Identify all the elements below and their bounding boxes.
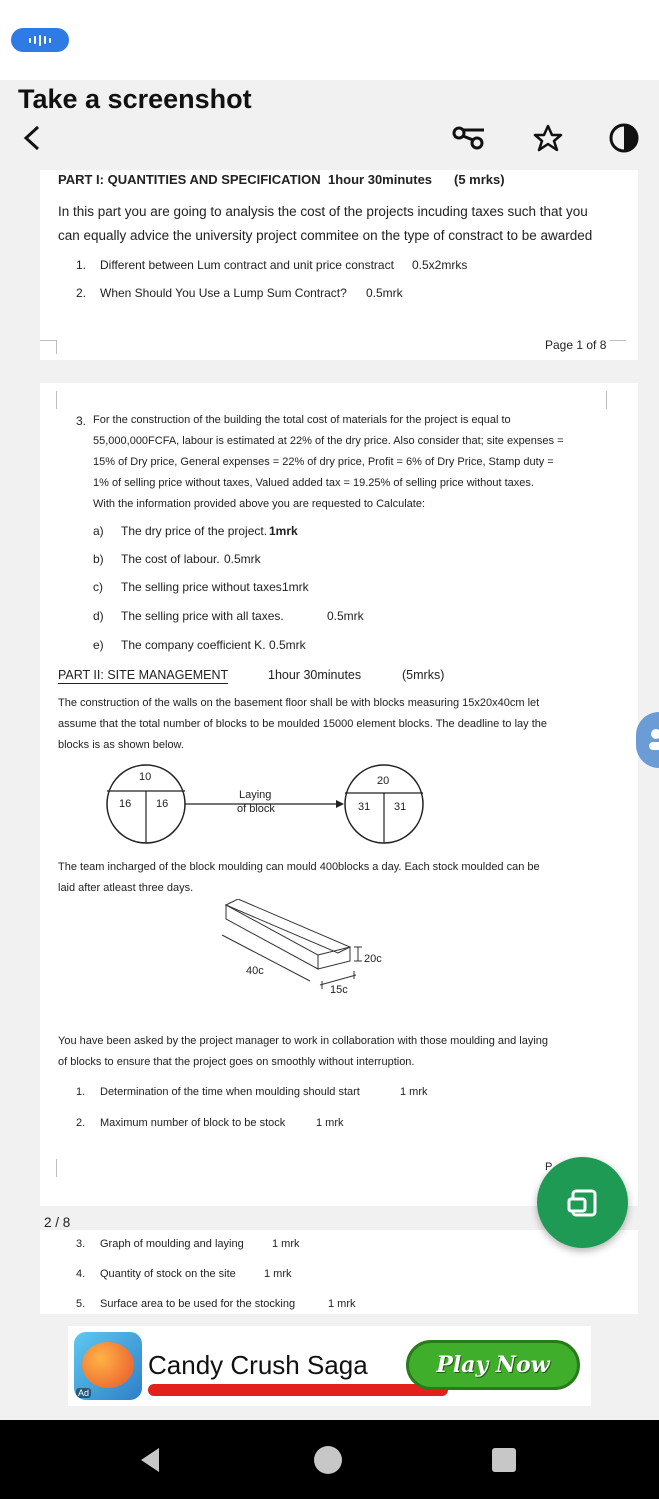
question-marks: 1 mrk — [328, 1298, 356, 1310]
block-length: 40c — [246, 965, 264, 977]
page-corner-mark — [56, 1159, 57, 1177]
problem-line: 15% of Dry price, General expenses = 22% of dry price, Profit = 6% of Dry Price, Stamp duty = — [93, 456, 554, 468]
part2-line: The construction of the walls on the basement floor shall be with blocks measuring 15x20x40cm let — [58, 697, 540, 709]
problem-line: For the construction of the building the total cost of materials for the project is equal to — [93, 414, 511, 426]
nav-home-icon[interactable] — [308, 1420, 348, 1499]
nav-back-icon[interactable] — [130, 1420, 170, 1499]
question-marks: 0.5mrk — [366, 286, 403, 300]
sub-text: The company coefficient K. — [121, 638, 266, 652]
star-icon[interactable] — [528, 118, 568, 158]
page-corner-mark — [56, 391, 57, 409]
activity-label: Laying — [239, 789, 272, 801]
status-bar — [0, 0, 659, 80]
question-text: Determination of the time when moulding should start — [100, 1086, 360, 1098]
sub-marks: 0.5mrk — [327, 609, 364, 623]
question-text: Quantity of stock on the site — [100, 1268, 236, 1280]
part2-heading: PART II: SITE MANAGEMENT — [58, 668, 229, 682]
node2-top: 20 — [377, 775, 390, 787]
question-number: 2. — [76, 1117, 86, 1129]
page-corner-mark — [610, 340, 626, 341]
question-number: 4. — [76, 1268, 86, 1280]
question-marks: 1 mrk — [264, 1268, 292, 1280]
screenshot-icon — [565, 1185, 601, 1221]
part2-line: blocks is as shown below. — [58, 739, 184, 751]
question-marks: 1 mrk — [316, 1117, 344, 1129]
part1-heading: PART I: QUANTITIES AND SPECIFICATION — [58, 172, 321, 187]
document-page-3 — [40, 1230, 638, 1314]
question-text: Surface area to be used for the stocking — [100, 1298, 296, 1310]
ad-banner[interactable] — [68, 1326, 591, 1406]
part2-duration: 1hour 30minutes — [268, 668, 362, 682]
system-navigation-bar — [0, 1420, 659, 1499]
question-number: 3. — [76, 414, 87, 428]
page-footer: Page 1 of 8 — [545, 338, 607, 352]
sub-label: c) — [93, 580, 103, 594]
node2-right: 31 — [394, 801, 407, 813]
question-number: 5. — [76, 1298, 86, 1310]
sub-label: b) — [93, 552, 104, 566]
sub-marks: 1mrk — [282, 580, 309, 594]
sub-text: The cost of labour. — [121, 552, 220, 566]
node1-left: 16 — [119, 798, 132, 810]
document-page-2 — [40, 383, 638, 1206]
sub-label: e) — [93, 638, 104, 652]
problem-line: With the information provided above you are requested to Calculate: — [93, 498, 426, 510]
activity-label: of block — [237, 803, 275, 815]
page-title: Take a screenshot — [18, 84, 252, 114]
sub-label: a) — [93, 524, 104, 538]
question-text: When Should You Use a Lump Sum Contract? — [100, 286, 347, 300]
question-text: Different between Lum contract and unit price constract — [100, 258, 394, 272]
page-indicator: 2 / 8 — [44, 1215, 71, 1230]
question-text: Maximum number of block to be stock — [100, 1117, 286, 1129]
share-icon[interactable] — [448, 118, 490, 158]
back-icon[interactable] — [14, 118, 50, 158]
node1-top: 10 — [139, 771, 152, 783]
ad-decoration — [148, 1384, 448, 1396]
page-corner-mark — [56, 340, 57, 354]
sub-text: The selling price without taxes. — [121, 580, 286, 594]
collab-line: You have been asked by the project manager to work in collaboration with those moulding and laying — [58, 1035, 549, 1047]
page-corner-mark — [40, 340, 56, 341]
block-width: 15c — [330, 984, 348, 996]
question-text: Graph of moulding and laying — [100, 1238, 244, 1250]
ad-badge: Ad — [78, 1388, 90, 1398]
question-number: 1. — [76, 258, 87, 272]
problem-line: 1% of selling price without taxes, Valued added tax = 19.25% of selling price without taxes. — [93, 477, 534, 489]
question-marks: 1 mrk — [272, 1238, 300, 1250]
nav-recents-icon[interactable] — [484, 1420, 524, 1499]
sub-marks: 0.5mrk — [224, 552, 261, 566]
floating-chat-bubble[interactable] — [636, 712, 659, 768]
part2-marks: (5mrks) — [402, 668, 445, 682]
screenshot-fab-button[interactable] — [537, 1157, 628, 1248]
part1-marks: (5 mrks) — [454, 172, 505, 187]
candy-crush-app-icon[interactable] — [74, 1332, 142, 1400]
team-line: laid after atleast three days. — [58, 882, 194, 894]
sub-label: d) — [93, 609, 104, 623]
block-sketch — [220, 899, 410, 999]
ad-title: Candy Crush Saga — [148, 1350, 368, 1380]
question-number: 3. — [76, 1238, 86, 1250]
sub-marks: 0.5mrk — [269, 638, 306, 652]
viewer-toolbar — [0, 118, 659, 158]
node2-left: 31 — [358, 801, 371, 813]
play-now-button[interactable]: Play Now — [406, 1340, 580, 1390]
node1-right: 16 — [156, 798, 169, 810]
question-marks: 1 mrk — [400, 1086, 428, 1098]
intro-line: can equally advice the university project commitee on the type of constract to be awarded — [58, 228, 593, 243]
page-corner-mark — [606, 391, 607, 409]
collab-line: of blocks to ensure that the project goes on smoothly without interruption. — [58, 1056, 415, 1068]
team-line: The team incharged of the block moulding can mould 400blocks a day. Each stock moulded can be — [58, 861, 540, 873]
sub-text: The selling price with all taxes. — [121, 609, 284, 623]
sub-marks: 1mrk — [269, 524, 298, 538]
page-footer: P — [545, 1161, 553, 1173]
question-marks: 0.5x2mrks — [412, 258, 468, 272]
intro-line: In this part you are going to analysis the cost of the projects incuding taxes such that you — [58, 204, 588, 219]
part1-duration: 1hour 30minutes — [328, 172, 433, 187]
document-page-1 — [40, 170, 638, 360]
problem-line: 55,000,000FCFA, labour is estimated at 22% of the dry price. Also consider that; site expenses = — [93, 435, 564, 447]
contrast-icon[interactable] — [604, 118, 644, 158]
question-number: 1. — [76, 1086, 86, 1098]
status-indicator-icon — [11, 28, 69, 52]
question-number: 2. — [76, 286, 87, 300]
block-height: 20c — [364, 953, 382, 965]
sub-text: The dry price of the project. — [121, 524, 268, 538]
part2-line: assume that the total number of blocks to be moulded 15000 element blocks. The deadline to lay the — [58, 718, 547, 730]
